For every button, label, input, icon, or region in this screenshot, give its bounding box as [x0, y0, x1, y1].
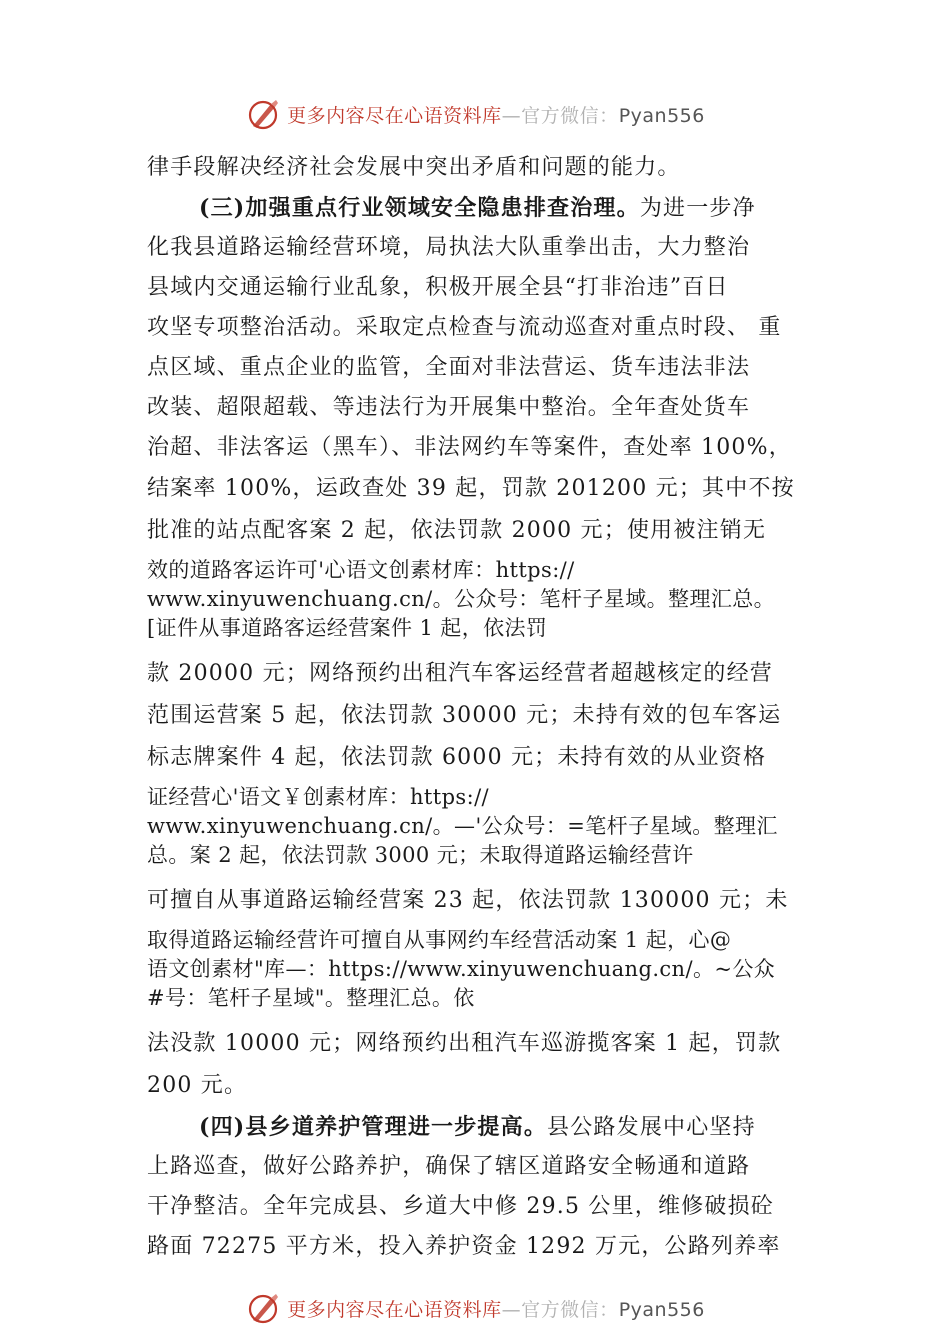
text-line: 改装、超限超载、等违法行为开展集中整治。全年查处货车	[147, 395, 751, 420]
text-line: 治超、非法客运（黑车）、非法网约车等案件，查处率 100%，	[147, 435, 792, 460]
text-line: 干净整洁。全年完成县、乡道大中修 29.5 公里，维修破损砼	[147, 1194, 774, 1219]
text-line: 批准的站点配客案 2 起，依法罚款 2000 元；使用被注销无	[147, 518, 767, 543]
watermark-banner-bottom	[0, 1288, 950, 1328]
text-line: 语文创素材"库—：https://www.xinyuwenchuang.cn/。~公众	[147, 957, 776, 981]
text-line: 路面 72275 平方米，投入养护资金 1292 万元，公路列养率	[147, 1234, 781, 1259]
section-heading-4	[147, 1107, 837, 1147]
text-line: 结案率 100%，运政查处 39 起，罚款 201200 元；其中不按	[147, 476, 795, 501]
watermark-text: 更多内容尽在心语资料库—官方微信：Pyan556	[287, 1298, 705, 1321]
text-line: 县公路发展中心坚持	[547, 1115, 756, 1140]
text-line: 总。案 2 起，依法罚款 3000 元；未取得道路运输经营许	[147, 843, 694, 867]
text-line: 标志牌案件 4 起，依法罚款 6000 元；未持有效的从业资格	[147, 745, 767, 770]
section-heading-3	[147, 188, 837, 228]
text-line: 为进一步净	[639, 196, 756, 221]
section-title: (四)县乡道养护管理进一步提高。	[199, 1114, 548, 1140]
text-line: www.xinyuwenchuang.cn/。公众号：笔杆子星域。整理汇总。	[147, 587, 776, 611]
text-line: www.xinyuwenchuang.cn/。—'公众号：=笔杆子星域。整理汇	[147, 814, 778, 838]
text-line: 上路巡查，做好公路养护，确保了辖区道路安全畅通和道路	[147, 1154, 751, 1179]
pen-logo-icon	[245, 96, 281, 132]
text-line: 律手段解决经济社会发展中突出矛盾和问题的能力。	[147, 155, 681, 180]
pen-logo-icon	[245, 1290, 281, 1326]
text-line: 化我县道路运输经营环境，局执法大队重拳出击，大力整治	[147, 235, 751, 260]
watermark-text: 更多内容尽在心语资料库—官方微信：Pyan556	[287, 104, 705, 127]
text-line: 证经营心'语文￥创素材库：https://	[147, 785, 490, 809]
text-line: #号：笔杆子星域"。整理汇总。依	[147, 986, 475, 1010]
text-line: 取得道路运输经营许可擅自从事网约车经营活动案 1 起，心@	[147, 928, 732, 952]
text-line: 范围运营案 5 起，依法罚款 30000 元；未持有效的包车客运	[147, 703, 782, 728]
document-body	[147, 148, 837, 1267]
text-line: 200 元。	[147, 1073, 248, 1098]
text-line: 效的道路客运许可'心语文创素材库：https://	[147, 558, 575, 582]
text-line: 法没款 10000 元；网络预约出租汽车巡游揽客案 1 起，罚款	[147, 1031, 782, 1056]
text-line: 款 20000 元；网络预约出租汽车客运经营者超越核定的经营	[147, 661, 773, 686]
text-line: 可擅自从事道路运输经营案 23 起，依法罚款 130000 元；未	[147, 888, 789, 913]
text-line: [证件从事道路客运经营案件 1 起，依法罚	[147, 616, 548, 640]
text-line: 县域内交通运输行业乱象，积极开展全县“打非治违”百日	[147, 275, 729, 300]
text-line: 攻坚专项整治活动。采取定点检查与流动巡查对重点时段、 重	[147, 315, 782, 340]
section-title: (三)加强重点行业领域安全隐患排查治理。	[199, 195, 640, 221]
watermark-banner-top	[0, 94, 950, 134]
text-line: 点区域、重点企业的监管，全面对非法营运、货车违法非法	[147, 355, 751, 380]
